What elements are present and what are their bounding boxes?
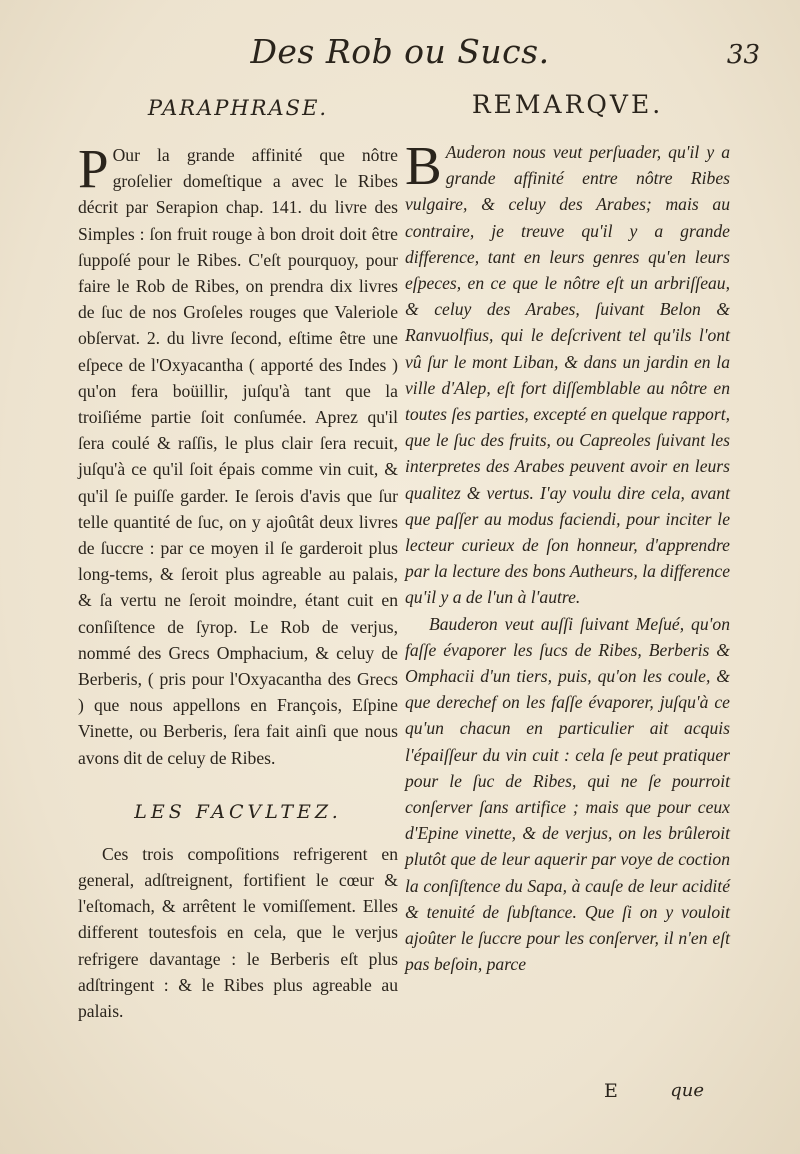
right-column — [405, 90, 730, 978]
left-column — [78, 90, 398, 1024]
remarque-text-2: Bauderon veut auſſi ſuivant Meſué, qu'on faſſe évaporer les ſucs de Ribes, Berberis & Omphacii d'un tiers, puis, qu'on les coule, & que derechef on les faſſe évaporer, juſqu'à ce qu'un chacun en particulier ait acquis l'épaiſſeur du vin cuit : cela ſe peut pratiquer pour le ſuc de Ribes, qui ne ſe pourroit conſerver ſans artifice ; mais que pour ceux d'Epine vinette, & de verjus, on les brûleroit plutôt que de leur aquerir par voye de coction la conſiſtence du Sapa, à cauſe de leur acidité & tenuité de ſubſtance. Que ſi on y vouloit ajoûter le ſuccre pour les conſerver, il n'en eſt pas beſoin, parce — [405, 613, 730, 975]
remarque-heading: REMARQVE. — [471, 90, 664, 119]
paraphrase-heading: PARAPHRASE. — [147, 96, 329, 120]
dropcap-b: B — [405, 135, 442, 196]
running-head — [0, 28, 800, 78]
paraphrase-text — [78, 138, 398, 771]
running-title: Des Rob ou Sucs. — [250, 32, 550, 71]
facultez-text: Ces trois compoſitions refrigerent en general, adſtreignent, fortifient le cœur & l'eſtomach, & arrêtent le vomiſſement. Elles different toutesfois en cela, que le verjus refrigere davantage : le Berberis eſt plus adſtringent : & le Ribes plus agreable au palais. — [78, 843, 398, 1022]
remarque-text — [405, 135, 730, 611]
signature-mark: E — [604, 1080, 618, 1102]
dropcap-p: P — [78, 138, 109, 199]
facultez-heading: LES FACVLTEZ. — [134, 800, 342, 823]
page-number: 33 — [726, 40, 760, 70]
paraphrase-body: Our la grande affinité que nôtre groſelier domeſtique a avec le Ribes décrit par Serapion chap. 141. du livre des Simples : ſon fruit rouge à bon droit doit être ſuppoſé pour le Ribes. C'eſt pourquoy, pour faire le Rob de Ribes, on prendra dix livres de ſuc de nos Groſeles rouges que Valeriole obſervat. 2. du livre ſecond, eſtime être une eſpece de l'Oxyacantha ( apporté des Indes ) qu'on fera boüillir, juſqu'à tant que la troiſiéme partie ſoit conſumée. Aprez qu'il ſera coulé & raſſis, le plus clair ſera recuit, juſqu'à ce qu'il ſoit épais comme vin cuit, & qu'il ſe puiſſe garder. Ie ſerois d'avis que ſur telle quantité de ſuc, on y ajoûtât deux livres de ſuccre : par ce moyen il ſe garderoit plus long-tems, & ſeroit plus agreable au palais, & ſa vertu ne ſeroit moindre, étant cuit en conſiſtence de ſyrop. Le Rob de verjus, nommé des Grecs Omphacium, & celuy de Berberis, ( pris pour l'Oxyacantha des Grecs ) que nous appellons en François, Eſpine Vinette, ou Berberis, ſera fait ainſi que nous avons dit de celuy de Ribes. — [78, 145, 398, 768]
catchword: que — [670, 1080, 704, 1101]
remarque-body: Auderon nous veut perſuader, qu'il y a grande affinité entre nôtre Ribes vulgaire, & celuy des Arabes; mais au contraire, je treuve qu'il y a grande difference, tant en leurs genres qu'en leurs eſpeces, en ce que le nôtre eſt un arbriſſeau, & celuy des Arabes, ſuivant Belon & Ranvuolfius, qui le deſcrivent tel qu'ils l'ont vû ſur le mont Liban, & dans un jardin en la ville d'Alep, eſt fort diſſemblable au nôtre en toutes ſes parties, excepté en quelque rapport, que le ſuc des fruits, ou Capreoles ſuivant les interpretes des Arabes peuvent avoir en leurs qualitez & vertus. I'ay voulu dire cela, avant que paſſer au modus faciendi, pour inciter le lecteur curieux de ſon honneur, d'apprendre par la lecture des bons Autheurs, la difference qu'il y a de l'un à l'autre. — [405, 142, 730, 608]
